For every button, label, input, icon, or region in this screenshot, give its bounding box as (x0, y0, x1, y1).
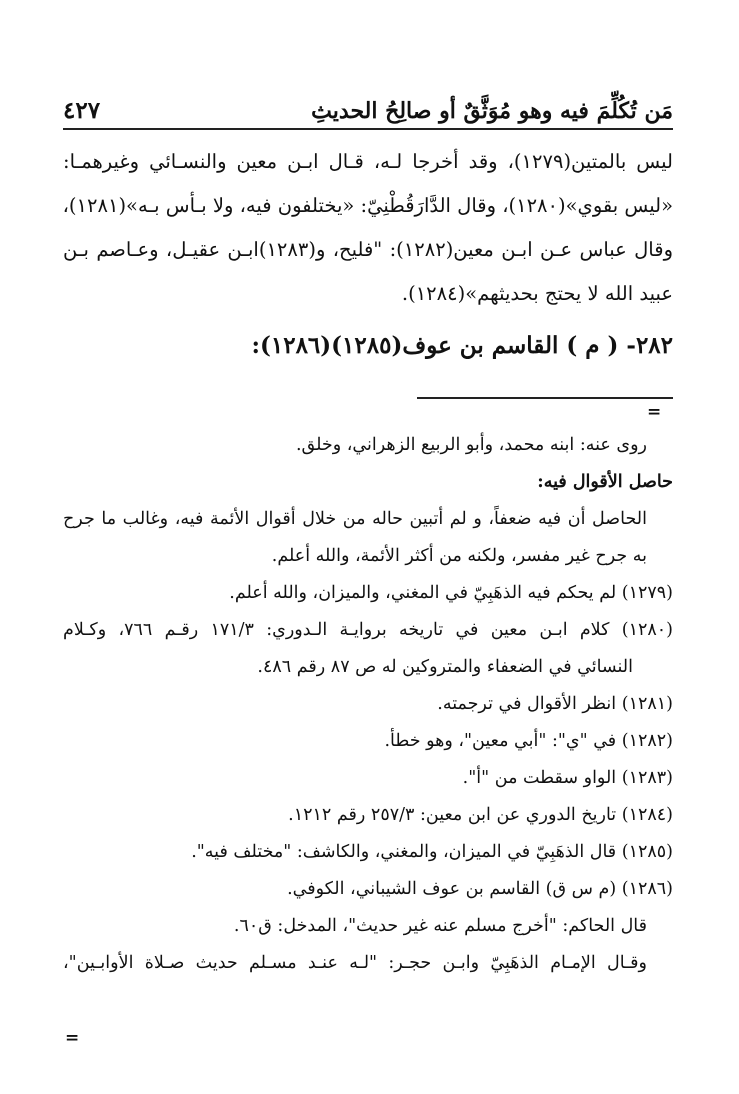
footnotes (63, 427, 673, 982)
footnote-1284: (١٢٨٤) تاريخ الدوري عن ابن معين: ٢٥٧/٣ رقم ١٢١٢. (288, 805, 673, 825)
note-line: روى عنه: ابنه محمد، وأبو الربيع الزهراني، وخلق. (295, 435, 647, 455)
footnote-1280-cont: النسائي في الضعفاء والمتروكين له ص ٨٧ رقم ٤٨٦. (257, 657, 633, 677)
page-number: ٤٢٧ (63, 97, 101, 124)
main-text-line: وقال عباس عـن ابـن معين(١٢٨٢): "فليح، و(١٢٨٣)ابـن عقيـل، وعـاصم بـن (63, 238, 673, 261)
footnote-1280: (١٢٨٠) كلام ابـن معين في تاريخه بروايـة الـدوري: ١٧١/٣ رقـم ٧٦٦، وكـلام (63, 620, 673, 640)
continuation-mark-bottom: = (65, 1028, 80, 1048)
footnote-1279: (١٢٧٩) لم يحكم فيه الذهَبِيّ في المغني، والميزان، والله أعلم. (229, 583, 673, 603)
continuation-mark-top: = (647, 402, 662, 422)
note-line: وقـال الإمـام الذهَبِيّ وابـن حجـر: "لـه عنـد مسـلم حديث صـلاة الأوابـين"، (63, 953, 647, 973)
note-line: قال الحاكم: "أخرج مسلم عنه غير حديث"، المدخل: ق٦٠. (233, 916, 647, 936)
footnote-1286: (١٢٨٦) (م س ق) القاسم بن عوف الشيباني، الكوفي. (287, 879, 673, 899)
running-header (63, 84, 673, 124)
footnote-1281: (١٢٨١) انظر الأقوال في ترجمته. (437, 694, 673, 714)
running-title: مَن تُكُلِّمَ فيه وهو مُوَثَّقٌ أو صالِحُ الحديثِ (311, 98, 673, 124)
entry-heading: ٢٨٢- ( م ) القاسم بن عوف(١٢٨٥)(١٢٨٦): (251, 332, 673, 359)
footnote-separator (417, 397, 673, 399)
footnote-1282: (١٢٨٢) في "ي": "أبي معين"، وهو خطأ. (384, 731, 673, 751)
note-line: الحاصل أن فيه ضعفاً، و لم أتبين حاله من خلال أقوال الأئمة فيه، وغالب ما جرح (63, 509, 647, 529)
note-line: به جرح غير مفسر، ولكنه من أكثر الأئمة، والله أعلم. (271, 546, 647, 566)
main-text-line: عبيد الله لا يحتج بحديثهم»(١٢٨٤). (401, 282, 673, 305)
main-text-line: ليس بالمتين(١٢٧٩)، وقد أخرجا لـه، قـال ابـن معين والنسـائي وغيرهمـا: (63, 150, 673, 173)
header-rule (63, 128, 673, 130)
main-text-line: «ليس بقوي»(١٢٨٠)، وقال الدَّارَقُطْنِيّ: «يختلفون فيه، ولا بـأس بـه»(١٢٨١)، (63, 194, 673, 217)
footnote-1285: (١٢٨٥) قال الذهَبِيّ في الميزان، والمغني، والكاشف: "مختلف فيه". (191, 842, 673, 862)
main-text (63, 140, 673, 316)
footnote-1283: (١٢٨٣) الواو سقطت من "أ". (462, 768, 673, 788)
note-subheading: حاصل الأقوال فيه: (537, 472, 673, 492)
